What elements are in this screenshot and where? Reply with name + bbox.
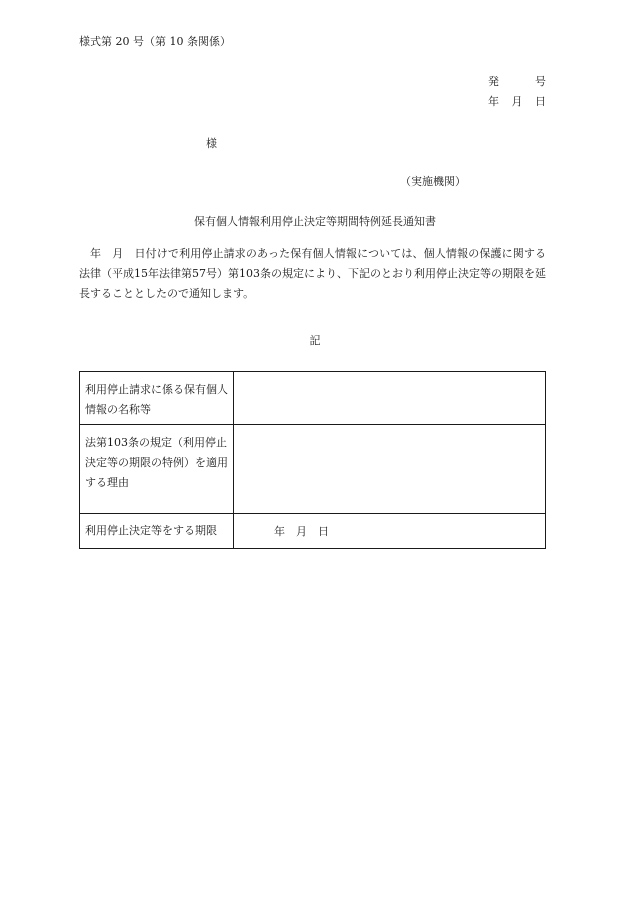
issue-hatsu: 発 xyxy=(488,75,499,88)
issue-day: 日 xyxy=(535,95,546,108)
addressee-suffix: 様 xyxy=(206,137,217,150)
row-label-reason: 法第103条の規定（利用停止決定等の期限の特例）を適用する理由 xyxy=(80,425,234,514)
issue-date-row xyxy=(488,96,546,107)
body-paragraph xyxy=(79,244,546,304)
table-row xyxy=(80,425,546,514)
row-label-info-name: 利用停止請求に係る保有個人情報の名称等 xyxy=(80,372,234,425)
row-value-info-name xyxy=(234,372,546,425)
notice-table xyxy=(79,371,546,549)
document-title: 保有個人情報利用停止決定等期間特例延長通知書 xyxy=(194,215,436,228)
implementing-agency: （実施機関） xyxy=(400,175,466,188)
issue-number-date-block xyxy=(488,76,546,116)
row-value-reason xyxy=(234,425,546,514)
form-number: 様式第 20 号（第 10 条関係） xyxy=(79,35,231,48)
deadline-date: 年 月 日 xyxy=(274,524,329,538)
table-row xyxy=(80,514,546,549)
table-row xyxy=(80,372,546,425)
issue-year: 年 xyxy=(488,95,499,108)
row-label-deadline: 利用停止決定等をする期限 xyxy=(80,514,234,549)
issue-month: 月 xyxy=(511,95,523,108)
row-value-deadline xyxy=(234,514,546,549)
issue-number-row xyxy=(488,76,546,87)
ki-heading: 記 xyxy=(309,334,321,347)
body-text: 年 月 日付けで利用停止請求のあった保有個人情報については、個人情報の保護に関する法律（平成15年法律第57号）第103条の規定により、下記のとおり利用停止決定等の期限を延長することとしたので通知します。 xyxy=(79,247,546,300)
issue-go: 号 xyxy=(535,75,546,88)
